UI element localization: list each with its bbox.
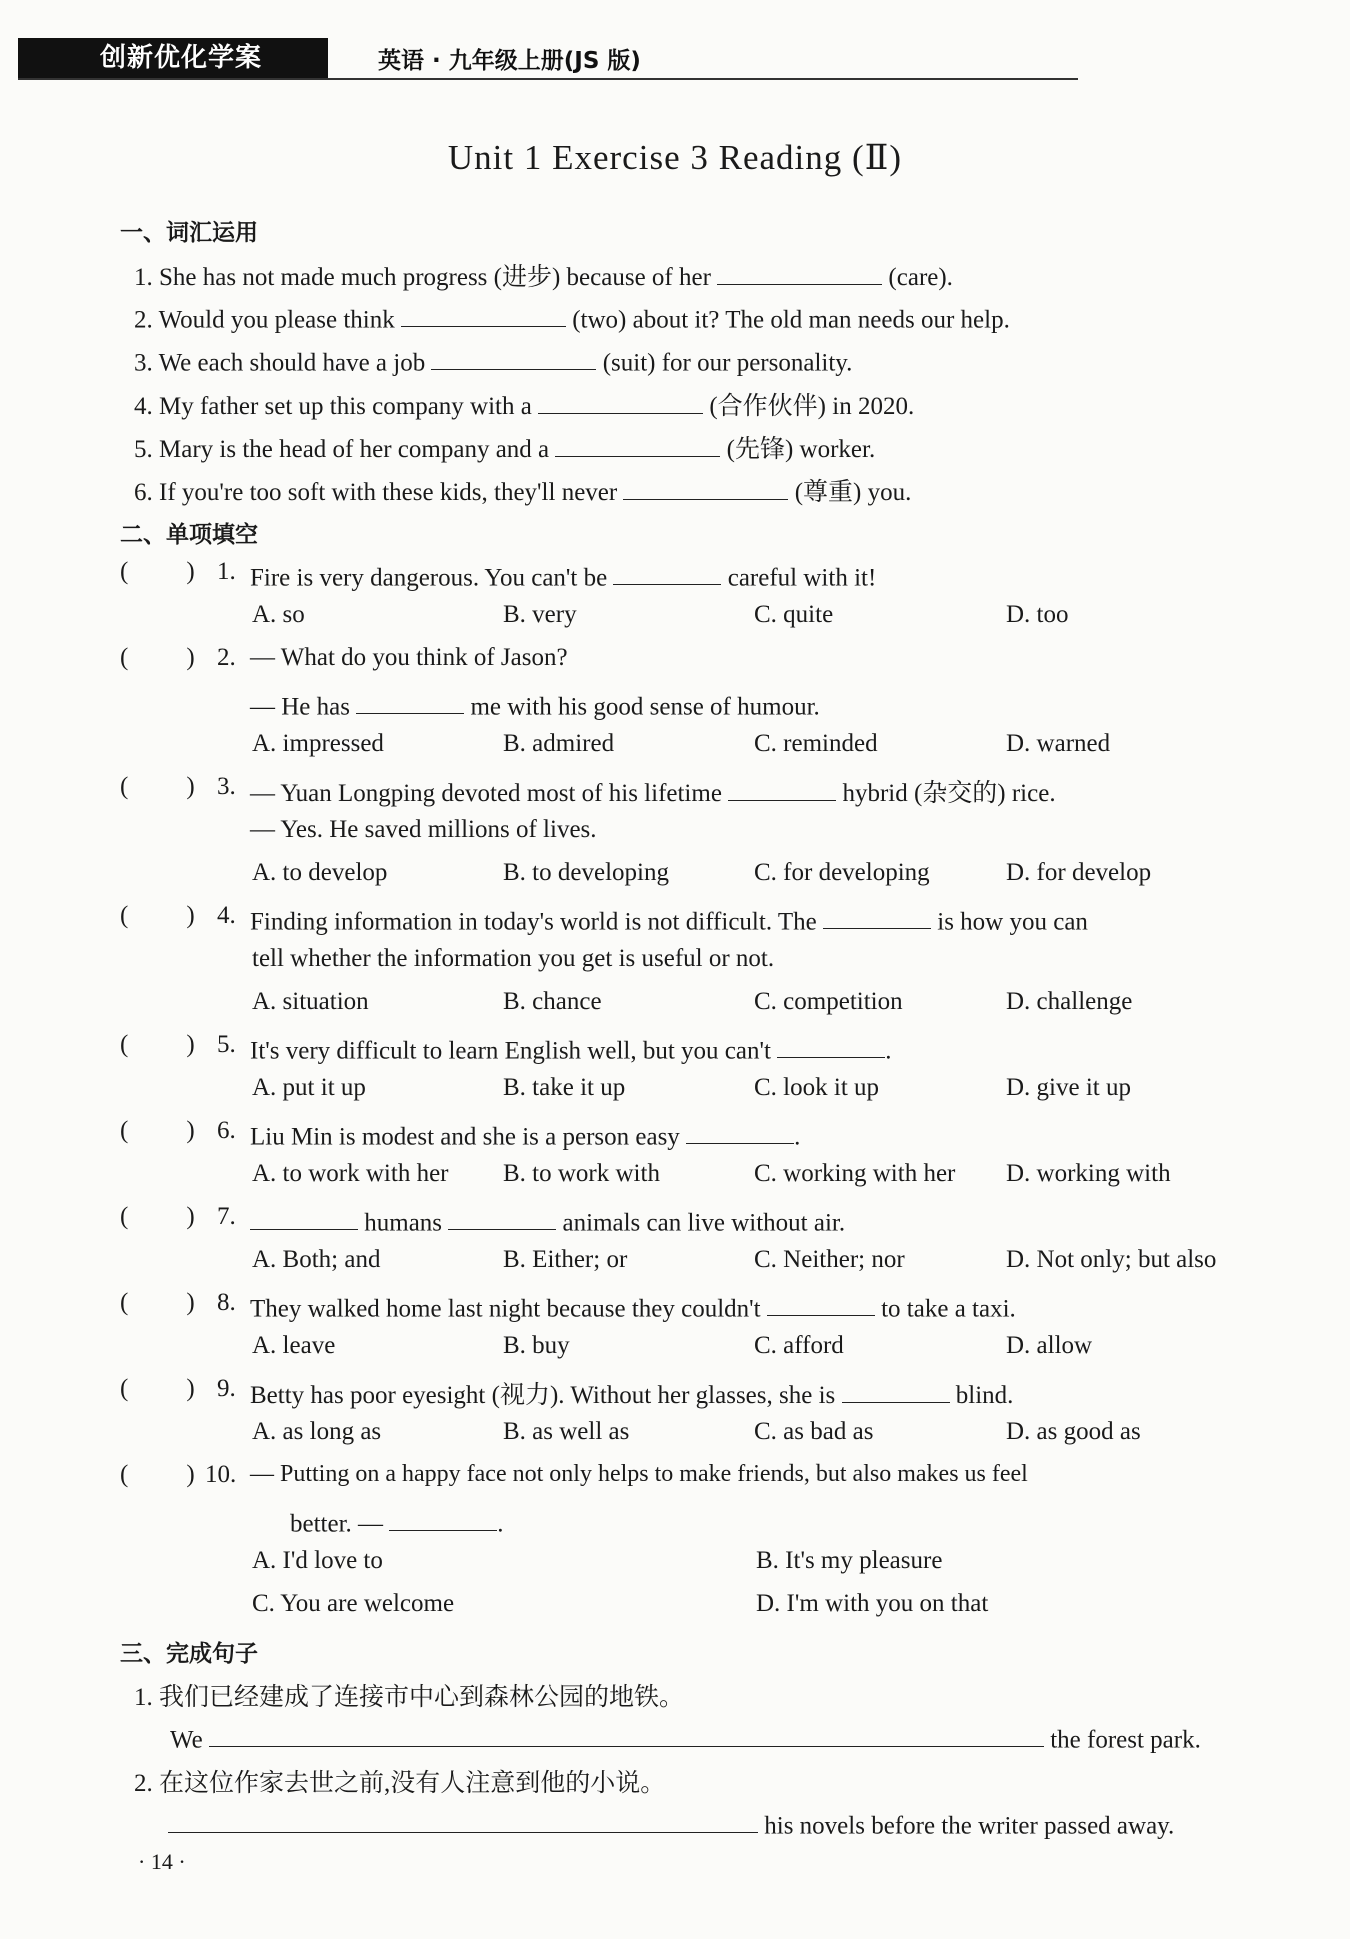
complete-item-1-chinese: 1. 我们已经建成了连接市中心到森林公园的地铁。 [134,1684,685,1711]
header-brand: 创新优化学案 [100,43,263,73]
complete-item-1-english: We the forest park. [170,1720,1201,1754]
question-text: — Yuan Longping devoted most of his lifetime hybrid (杂交的) rice. [250,773,1056,809]
option-c[interactable]: C. quite [754,601,834,628]
vocab-item-3: 3. We each should have a job (suit) for our personality. [134,343,852,377]
option-c[interactable]: C. working with her [754,1160,956,1187]
question-text: tell whether the information you get is useful or not. [252,945,775,972]
option-b[interactable]: B. take it up [503,1074,626,1101]
option-d[interactable]: D. warned [1006,730,1111,757]
answer-blank[interactable] [767,1289,875,1316]
option-b[interactable]: B. to work with [503,1160,660,1187]
answer-paren[interactable]: ( ) [120,644,195,671]
option-c[interactable]: C. afford [754,1332,844,1359]
question-text: better. — . [290,1504,504,1538]
section-choice-heading: 二、单项填空 [120,522,258,548]
vocab-item-6: 6. If you're too soft with these kids, they'll never (尊重) you. [134,472,911,508]
option-a[interactable]: A. Both; and [252,1246,381,1273]
question-text: It's very difficult to learn English well, but you can't . [250,1031,891,1065]
answer-blank[interactable] [389,1504,497,1531]
option-d[interactable]: D. give it up [1006,1074,1131,1101]
page-number: · 14 · [138,1849,186,1874]
answer-blank[interactable] [356,687,464,714]
vocab-item-1: 1. She has not made much progress (进步) because of her (care). [134,257,953,293]
question-text: Finding information in today's world is not difficult. The is how you can [250,902,1088,936]
option-b[interactable]: B. to developing [503,859,669,886]
answer-blank[interactable] [555,430,720,457]
answer-blank[interactable] [431,343,596,370]
option-a[interactable]: A. as long as [252,1418,382,1445]
choice-number: 8. [217,1289,236,1316]
option-b[interactable]: B. admired [503,730,615,757]
choice-number: 4. [217,902,236,929]
answer-paren[interactable]: ( ) [120,1117,195,1144]
option-d[interactable]: D. too [1006,601,1069,628]
question-text: — Putting on a happy face not only helps to make friends, but also makes us feel [250,1461,1028,1487]
question-text: Betty has poor eyesight (视力). Without her glasses, she is blind. [250,1375,1013,1411]
choice-number: 1. [217,558,236,585]
option-d[interactable]: D. working with [1006,1160,1171,1187]
option-b[interactable]: B. as well as [503,1418,630,1445]
answer-blank[interactable] [842,1376,950,1403]
section-complete-heading: 三、完成句子 [120,1641,258,1667]
answer-paren[interactable]: ( ) [120,1203,195,1230]
option-a[interactable]: A. to work with her [252,1160,449,1187]
answer-blank[interactable] [823,902,931,929]
option-d[interactable]: D. for develop [1006,859,1152,886]
question-text: — Yes. He saved millions of lives. [250,816,597,843]
complete-item-2-english: his novels before the writer passed away. [168,1806,1174,1840]
option-d[interactable]: D. challenge [1006,988,1133,1015]
answer-paren[interactable]: ( ) [120,558,195,585]
choice-number: 6. [217,1117,236,1144]
answer-paren[interactable]: ( ) [120,773,195,800]
answer-blank[interactable] [209,1720,1044,1747]
vocab-item-4: 4. My father set up this company with a (合作伙伴) in 2020. [134,386,914,422]
header-divider [18,78,1078,80]
vocab-item-2: 2. Would you please think (two) about it? The old man needs our help. [134,300,1010,334]
option-d[interactable]: D. as good as [1006,1418,1141,1445]
answer-blank[interactable] [613,558,721,585]
option-c[interactable]: C. look it up [754,1074,880,1101]
option-a[interactable]: A. I'd love to [252,1547,383,1574]
header-subject: 英语 · 九年级上册(JS 版) [378,48,641,74]
option-c[interactable]: C. as bad as [754,1418,874,1445]
answer-blank[interactable] [250,1203,358,1230]
answer-paren[interactable]: ( ) [120,1375,195,1402]
option-a[interactable]: A. impressed [252,730,384,757]
answer-blank[interactable] [448,1203,556,1230]
option-b[interactable]: B. buy [503,1332,570,1359]
answer-blank[interactable] [168,1806,758,1833]
option-a[interactable]: A. leave [252,1332,336,1359]
section-vocab-heading: 一、词汇运用 [120,220,258,246]
question-text: — He has me with his good sense of humour. [250,687,820,721]
answer-paren[interactable]: ( ) [120,1461,195,1488]
question-text: Fire is very dangerous. You can't be careful with it! [250,558,876,592]
answer-blank[interactable] [686,1117,794,1144]
option-d[interactable]: D. Not only; but also [1006,1246,1217,1273]
question-text: They walked home last night because they couldn't to take a taxi. [250,1289,1016,1323]
option-a[interactable]: A. situation [252,988,369,1015]
answer-blank[interactable] [728,774,836,801]
page-title: Unit 1 Exercise 3 Reading (Ⅱ) [447,138,903,177]
choice-number: 3. [217,773,236,800]
option-d[interactable]: D. I'm with you on that [756,1590,989,1617]
option-b[interactable]: B. very [503,601,577,628]
answer-blank[interactable] [777,1031,885,1058]
option-c[interactable]: C. Neither; nor [754,1246,905,1273]
option-d[interactable]: D. allow [1006,1332,1093,1359]
option-b[interactable]: B. Either; or [503,1246,628,1273]
option-a[interactable]: A. to develop [252,859,388,886]
option-b[interactable]: B. chance [503,988,602,1015]
choice-number: 7. [217,1203,236,1230]
question-text: Liu Min is modest and she is a person easy . [250,1117,800,1151]
answer-blank[interactable] [538,387,703,414]
complete-item-2-chinese: 2. 在这位作家去世之前,没有人注意到他的小说。 [134,1770,666,1797]
answer-paren[interactable]: ( ) [120,1289,195,1316]
question-text: — What do you think of Jason? [250,644,568,671]
option-c[interactable]: C. You are welcome [252,1590,455,1617]
option-a[interactable]: A. so [252,601,305,628]
option-a[interactable]: A. put it up [252,1074,366,1101]
option-c[interactable]: C. competition [754,988,903,1015]
option-c[interactable]: C. reminded [754,730,878,757]
option-b[interactable]: B. It's my pleasure [756,1547,943,1574]
answer-blank[interactable] [623,473,788,500]
choice-number: 2. [217,644,236,671]
vocab-item-5: 5. Mary is the head of her company and a (先锋) worker. [134,429,875,465]
answer-paren[interactable]: ( ) [120,902,195,929]
answer-blank[interactable] [401,300,566,327]
option-c[interactable]: C. for developing [754,859,930,886]
choice-number: 9. [217,1375,236,1402]
choice-number: 5. [217,1031,236,1058]
choice-number: 10. [205,1461,237,1488]
question-text: humans animals can live without air. [250,1203,845,1237]
answer-paren[interactable]: ( ) [120,1031,195,1058]
answer-blank[interactable] [717,258,882,285]
